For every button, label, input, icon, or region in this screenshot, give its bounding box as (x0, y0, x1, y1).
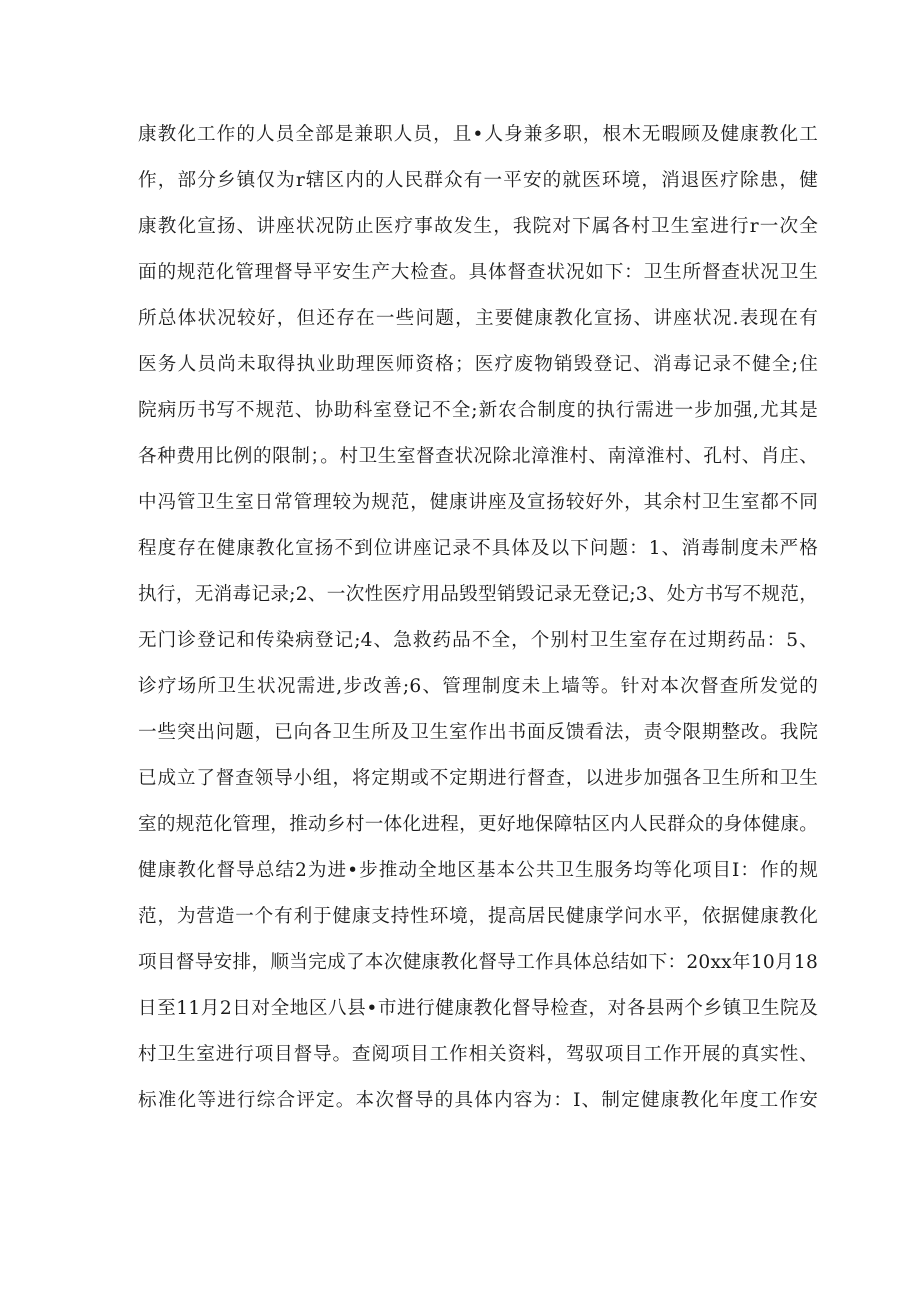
text-line: 面的规范化管理督导平安生产大检查。具体督查状况如下：卫生所督查状况卫生 (138, 262, 818, 283)
text-line: 日至11月2日对全地区八县•市进行健康教化督导检查，对各县两个乡镇卫生院及 (138, 998, 818, 1019)
text-line: 已成立了督查领导小组，将定期或不定期进行督查，以进步加强各卫生所和卫生 (138, 768, 818, 789)
text-line: 执行，无消毒记录;2、一次性医疗用品毁型销毁记录无登记;3、处方书写不规范， (138, 584, 818, 605)
text-line: 范，为营造一个有利于健康支持性环境，提高居民健康学问水平，依据健康教化 (138, 906, 818, 927)
text-line: 中冯管卫生室日常管理较为规范，健康讲座及宣扬较好外，其余村卫生室都不同 (138, 492, 818, 513)
text-line: 无门诊登记和传染病登记;4、急救药品不全，个别村卫生室存在过期药品：5、 (138, 630, 818, 651)
text-line: 项目督导安排，顺当完成了本次健康教化督导工作具体总结如下：20xx年10月18 (138, 952, 818, 973)
text-line: 健康教化督导总结2为进•步推动全地区基本公共卫生服务均等化项目I：作的规 (138, 860, 818, 881)
text-line: 作，部分乡镇仅为r辖区内的人民群众有一平安的就医环境，消退医疗除患，健 (138, 170, 818, 191)
body-text (138, 112, 818, 1124)
text-line: 村卫生室进行项目督导。查阅项目工作相关资料，驾驭项目工作开展的真实性、 (138, 1044, 818, 1065)
text-line: 室的规范化管理，推动乡村一体化进程，更好地保障牯区内人民群众的身体健康。 (138, 814, 818, 835)
text-line: 所总体状况较好，但还存在一些问题，主要健康教化宣扬、讲座状况.表现在有 (138, 308, 818, 329)
text-line: 康教化工作的人员全部是兼职人员，且•人身兼多职，根木无暇顾及健康教化工 (138, 124, 818, 145)
text-line: 一些突出问题，已向各卫生所及卫生室作出书面反馈看法，责令限期整改。我院 (138, 722, 818, 743)
text-line: 康教化宣扬、讲座状况防止医疗事故发生，我院对下属各村卫生室进行r一次全 (138, 216, 818, 237)
text-line: 标准化等进行综合评定。本次督导的具体内容为：I、制定健康教化年度工作安 (138, 1090, 818, 1111)
text-line: 各种费用比例的限制；。村卫生室督查状况除北漳淮村、南漳淮村、孔村、肖庄、 (138, 446, 818, 467)
text-line: 院病历书写不规范、协助科室登记不全;新农合制度的执行需进一步加强,尤其是 (138, 400, 818, 421)
text-line: 程度存在健康教化宣扬不到位讲座记录不具体及以下问题：1、消毒制度未严格 (138, 538, 818, 559)
text-line: 诊疗场所卫生状况需进,步改善;6、管理制度未上墙等。针对本次督查所发觉的 (138, 676, 818, 697)
text-line: 医务人员尚未取得执业助理医师资格；医疗废物销毁登记、消毒记录不健全;住 (138, 354, 818, 375)
